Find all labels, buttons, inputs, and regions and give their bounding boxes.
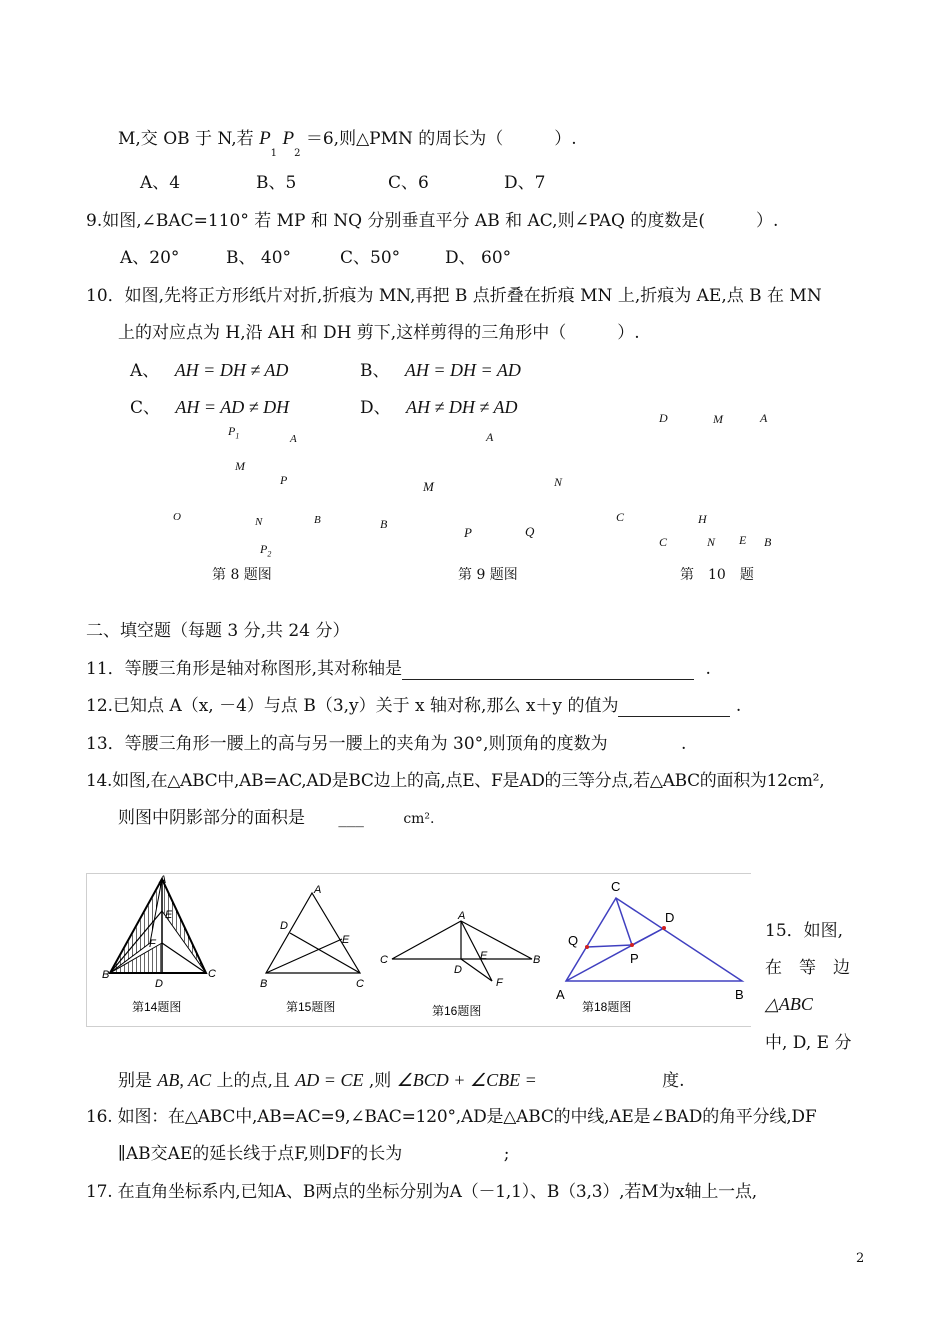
f15-label-e: E (342, 934, 350, 946)
q10-option-a: A、 AH = DH ≠ AD (130, 360, 289, 381)
fig8-label-b: B (314, 514, 321, 526)
f15-triangle (266, 893, 360, 973)
f15-caption: 第15题图 (286, 1000, 336, 1014)
fig10-label-c2: C (659, 535, 668, 549)
f16-triangle (392, 921, 532, 959)
q16-stem-2: ∥AB交AE的延长线于点F,则DF的长为 ; (118, 1144, 510, 1164)
f15-label-a: A (314, 884, 322, 896)
fig10-label-d: D (659, 411, 668, 425)
q11-blank[interactable] (402, 661, 694, 680)
fig10-label-m: M (713, 412, 723, 426)
fig10-caption: 第 10 题 (680, 567, 754, 583)
f18-triangle (566, 898, 742, 981)
q15-line-2: 别是 AB, AC 上的点,且 AD = CE ,则 ∠BCD + ∠CBE = 度. (118, 1070, 685, 1091)
f14-label-f: F (149, 938, 156, 950)
q8-option-d: D、7 (504, 173, 546, 193)
f16-label-c: C (380, 954, 388, 966)
f18-label-p: P (630, 951, 639, 966)
fig8-caption: 第 8 题图 (212, 567, 272, 583)
f16-label-b: B (533, 954, 541, 966)
figure-14 (100, 873, 230, 1023)
fig10-label-c1: C (616, 510, 625, 524)
f15-label-d: D (280, 920, 288, 932)
figure-15 (250, 873, 370, 1023)
q8-option-b: B、5 (256, 173, 297, 193)
fig8-label-p1: $P_1$ (228, 424, 240, 441)
f18-label-q: Q (568, 933, 579, 948)
f18-label-b: B (735, 987, 744, 1002)
fig9-label-p: P (464, 525, 472, 540)
q16-stem-1: 16. 如图：在△ABC中,AB=AC=9,∠BAC=120°,AD是△ABC的中线,AE是∠BAD的角平分线,DF (86, 1107, 817, 1127)
q8-option-a: A、4 (140, 173, 181, 193)
fig8-label-a: A (290, 433, 297, 445)
page-number: 2 (856, 1251, 865, 1266)
q10-stem-1: 10．如图,先将正方形纸片对折,折痕为 MN,再把 B 点折叠在折痕 MN 上,折痕为 AE,点 B 在 MN (86, 286, 822, 306)
figure-18 (552, 873, 752, 1023)
f15-label-b: B (260, 978, 268, 990)
f16-caption: 第16题图 (432, 1004, 482, 1018)
q12: 12.已知点 A（x, －4）与点 B（3,y）关于 x 轴对称,那么 x＋y 的值为 . (86, 696, 742, 716)
q15-col-1: 15．如图, (765, 921, 844, 941)
fig9-label-n: N (554, 475, 563, 489)
q9-option-b: B、 40° (226, 248, 292, 268)
q17-stem: 17. 在直角坐标系内,已知A、B两点的坐标分别为A（－1,1）、B（3,3）,若M为x轴上一点, (86, 1182, 757, 1202)
fig8-label-o: O (173, 511, 181, 523)
q15-col-3: △ABC (765, 994, 813, 1014)
q9-option-c: C、50° (340, 248, 401, 268)
q12-blank[interactable] (618, 698, 730, 717)
fig9-label-q: Q (525, 524, 535, 539)
f16-label-a: A (458, 910, 466, 922)
q9-option-a: A、20° (120, 248, 180, 268)
fig10-label-h: H (698, 512, 707, 526)
q9-option-d: D、 60° (445, 248, 512, 268)
f14-caption: 第14题图 (132, 1000, 182, 1014)
q14-stem-1: 14.如图,在△ABC中,AB=AC,AD是BC边上的高,点E、F是AD的三等分点,若△ABC的面积为12cm², (86, 771, 825, 791)
q14-blank[interactable]: ___ (338, 808, 364, 828)
fig9-label-b: B (380, 517, 388, 531)
q9-stem: 9.如图,∠BAC=110° 若 MP 和 NQ 分别垂直平分 AB 和 AC,则∠PAQ 的度数是( ）. (86, 211, 779, 231)
q10-stem-2: 上的对应点为 H,沿 AH 和 DH 剪下,这样剪得的三角形中（ ）. (118, 323, 640, 343)
fig8-label-p2: $P_2$ (260, 542, 272, 559)
f16-label-f: F (496, 977, 503, 989)
fig8-label-n: N (255, 516, 263, 528)
f16-label-d: D (454, 964, 462, 976)
q14-stem-2: 则图中阴影部分的面积是 ___ cm². (118, 808, 435, 828)
q11: 11．等腰三角形是轴对称图形,其对称轴是 . (86, 659, 711, 679)
f14-label-e: E (165, 909, 173, 921)
fig8-label-m: M (235, 459, 245, 473)
q10-option-c: C、 AH = AD ≠ DH (130, 397, 290, 418)
q10-option-d: D、 AH ≠ DH ≠ AD (360, 397, 518, 418)
fig10-label-n: N (707, 535, 716, 549)
fig9-label-m: M (423, 479, 434, 494)
q13: 13．等腰三角形一腰上的高与另一腰上的夹角为 30°,则顶角的度数为 . (86, 734, 687, 754)
q15-col-4: 中, D, E 分 (765, 1033, 852, 1053)
q15-col-2: 在 等 边 (765, 958, 850, 978)
fig8-label-p: P (280, 473, 288, 487)
fig9-caption: 第 9 题图 (458, 567, 518, 583)
f15-label-c: C (356, 978, 364, 990)
section-2-heading: 二、填空题（每题 3 分,共 24 分） (86, 621, 350, 641)
fig10-label-e: E (739, 533, 747, 547)
f14-label-a: A (159, 874, 167, 886)
figure-16 (376, 873, 546, 1023)
f18-caption: 第18题图 (582, 1000, 632, 1014)
f18-label-d: D (665, 910, 675, 925)
fig10-label-b: B (764, 535, 772, 549)
q8-option-c: C、6 (388, 173, 429, 193)
f14-label-c: C (208, 968, 216, 980)
q8-line1: M,交 OB 于 N,若 $P_1$ $P_2 =6$,则△PMN 的周长为（ ）. (118, 128, 577, 160)
f14-shade-2 (162, 879, 206, 973)
f14-label-d: D (155, 978, 163, 990)
fig9-label-a: A (486, 430, 494, 444)
f18-label-c: C (611, 879, 621, 894)
f14-label-b: B (102, 969, 110, 981)
f18-label-a: A (556, 987, 565, 1002)
q10-option-b: B、 AH = DH = AD (360, 360, 521, 381)
fig10-label-a: A (760, 411, 768, 425)
f16-label-e: E (480, 950, 488, 962)
